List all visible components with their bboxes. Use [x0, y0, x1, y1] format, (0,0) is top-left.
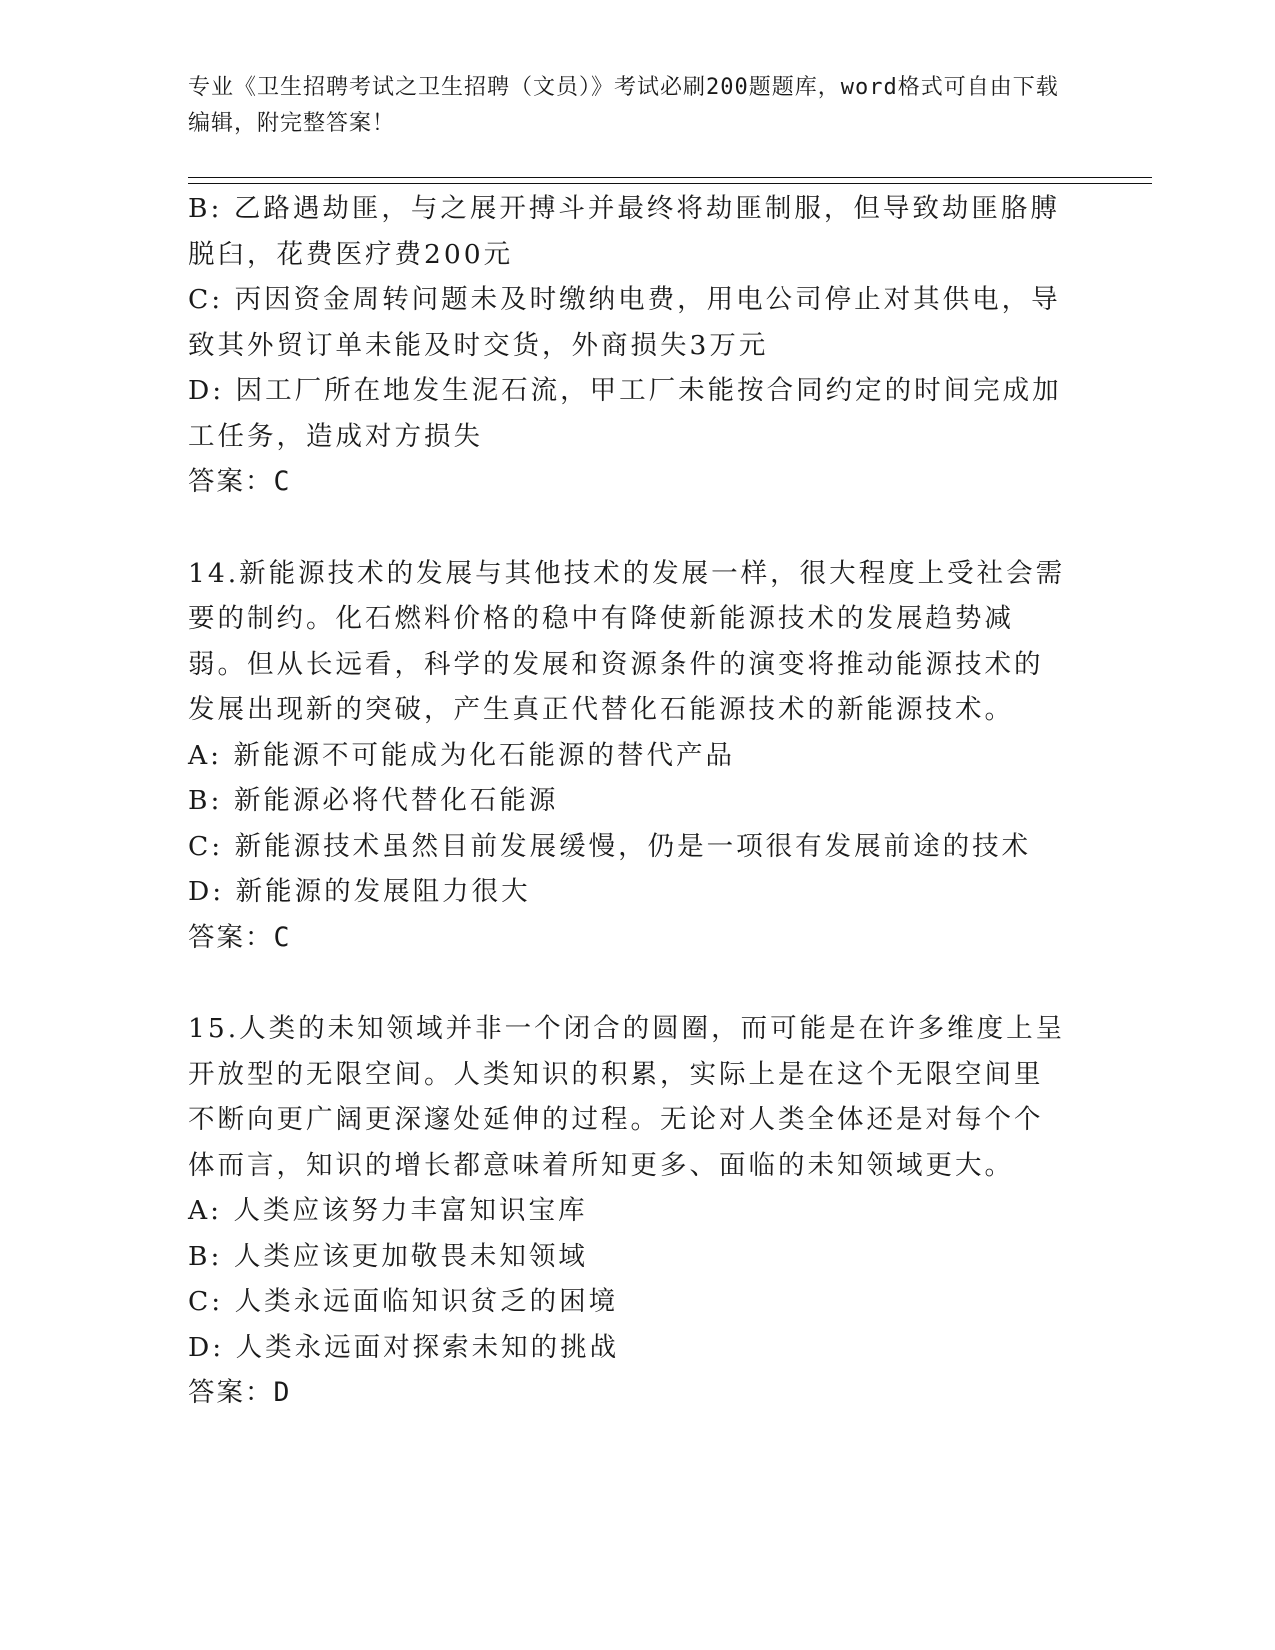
option-b: B: 新能源必将代替化石能源	[188, 785, 559, 816]
option-b: B: 乙路遇劫匪，与之展开搏斗并最终将劫匪制服，但导致劫匪胳膊脱臼，花费医疗费200元	[188, 193, 1060, 270]
answer-line: 答案：C	[188, 466, 292, 497]
answer-line: 答案：C	[188, 921, 292, 953]
option-c: C: 新能源技术虽然目前发展缓慢，仍是一项很有发展前途的技术	[188, 830, 1032, 862]
header-rule-top	[188, 177, 1152, 178]
option-d: D: 因工厂所在地发生泥石流，甲工厂未能按合同约定的时间完成加工任务，造成对方损失	[188, 375, 1062, 452]
question-13-continuation	[188, 186, 1068, 505]
option-c: C: 丙因资金周转问题未及时缴纳电费，用电公司停止对其供电，导致其外贸订单未能及时交货，外商损失3万元	[188, 284, 1061, 361]
question-stem: 14.新能源技术的发展与其他技术的发展一样，很大程度上受社会需要的制约。化石燃料价格的稳中有降使新能源技术的发展趋势减弱。但从长远看，科学的发展和资源条件的演变将推动能源技术的发展出现新的突破，产生真正代替化石能源技术的新能源技术。	[188, 557, 1066, 725]
spacer	[188, 505, 1068, 551]
option-d: D: 新能源的发展阻力很大	[188, 876, 531, 907]
option-a: A: 新能源不可能成为化石能源的替代产品	[188, 739, 735, 771]
question-14	[188, 551, 1068, 961]
option-c: C: 人类永远面临知识贫乏的困境	[188, 1286, 619, 1317]
question-stem: 15.人类的未知领域并非一个闭合的圆圈，而可能是在许多维度上呈开放型的无限空间。人类知识的积累，实际上是在这个无限空间里不断向更广阔更深邃处延伸的过程。无论对人类全体还是对每个个体而言，知识的增长都意味着所知更多、面临的未知领域更大。	[188, 1013, 1066, 1181]
document-body	[188, 186, 1068, 1416]
header-rule-bottom	[188, 183, 1152, 184]
spacer	[188, 960, 1068, 1006]
option-b: B: 人类应该更加敬畏未知领域	[188, 1240, 588, 1272]
answer-line: 答案：D	[188, 1377, 292, 1408]
question-15	[188, 1006, 1068, 1416]
option-a: A: 人类应该努力丰富知识宝库	[188, 1195, 588, 1226]
document-header: 专业《卫生招聘考试之卫生招聘（文员）》考试必刷200题题库，word格式可自由下载编辑，附完整答案！	[188, 75, 1059, 136]
option-d: D: 人类永远面对探索未知的挑战	[188, 1331, 620, 1363]
